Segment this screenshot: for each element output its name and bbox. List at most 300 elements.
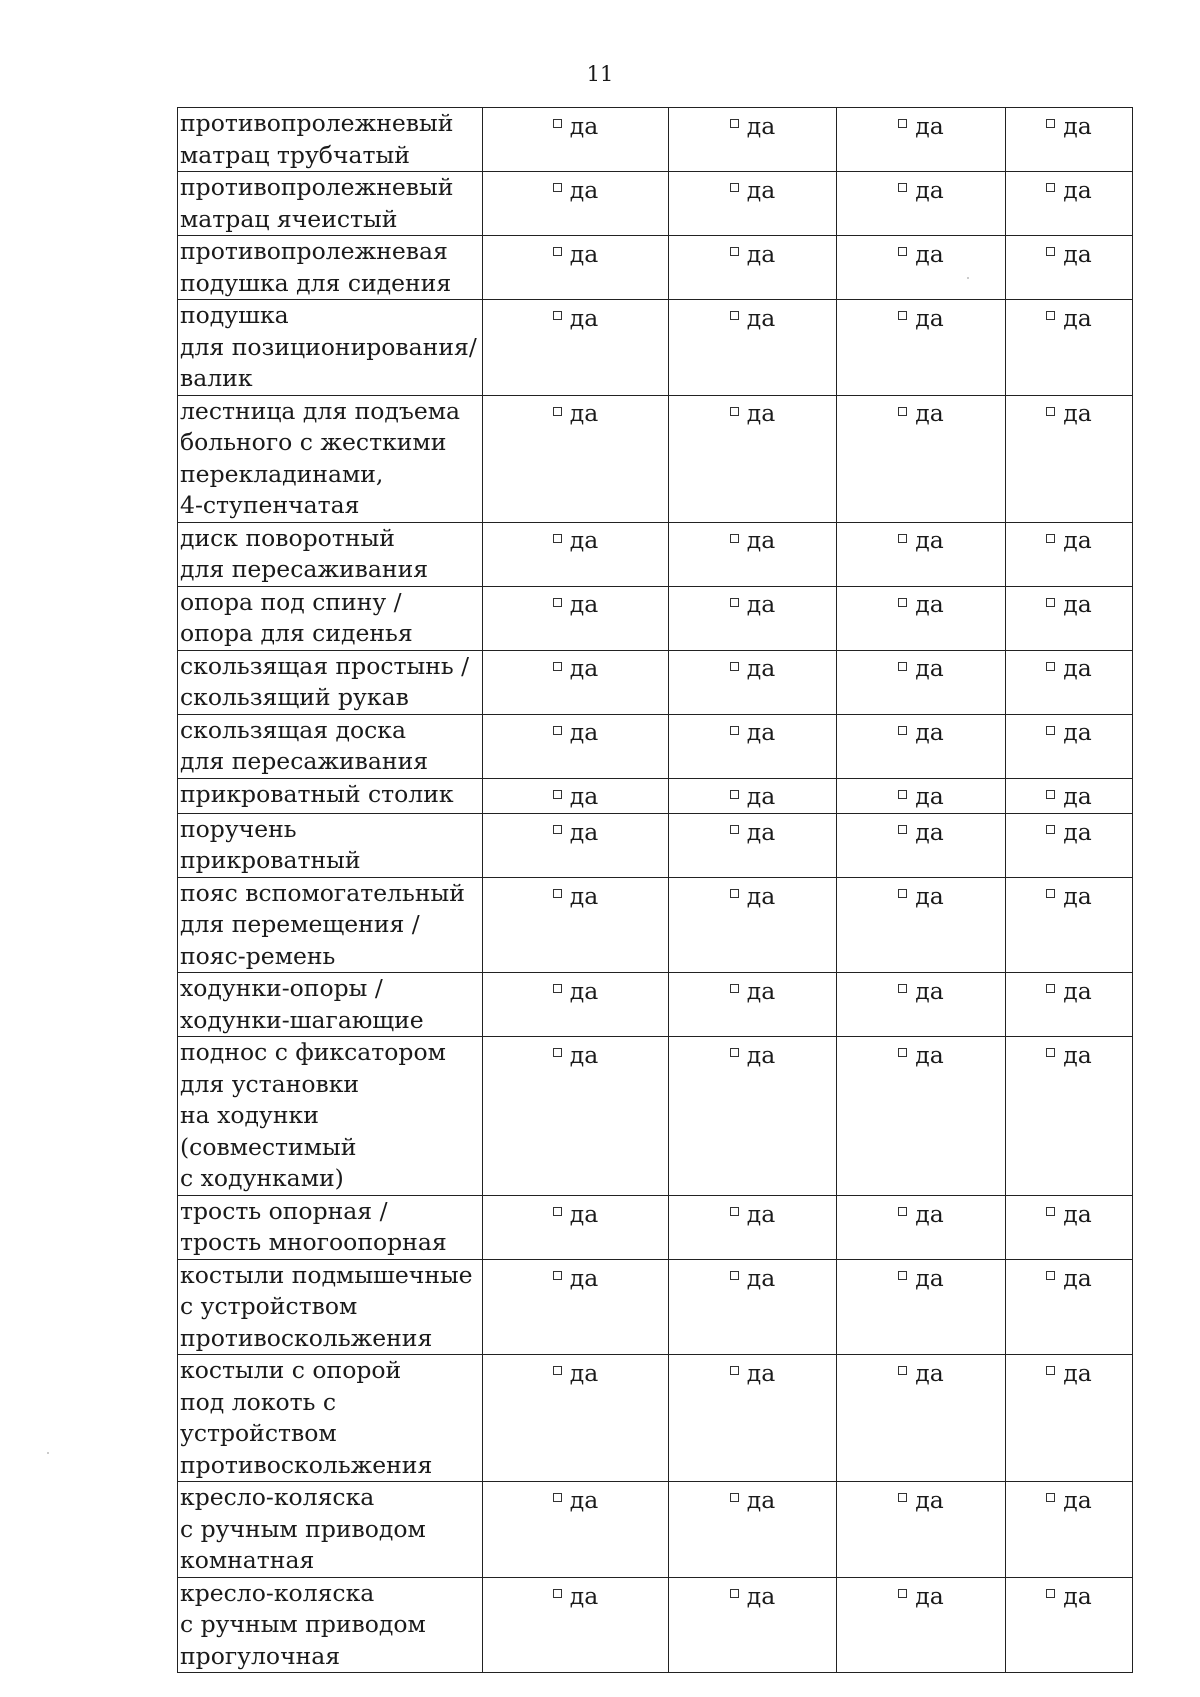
yes-label: да: [746, 399, 776, 428]
yes-label: да: [915, 881, 944, 910]
answer-cell: [1006, 300, 1133, 396]
answer-cell: [1006, 714, 1133, 778]
checkbox-icon[interactable]: [898, 534, 907, 543]
checkbox-icon[interactable]: [730, 1589, 739, 1598]
yes-option[interactable]: [898, 1040, 943, 1072]
checkbox-icon[interactable]: [898, 662, 907, 671]
checkbox-icon[interactable]: [1046, 1589, 1055, 1598]
yes-option[interactable]: [730, 1485, 775, 1517]
answer-cell: [669, 1355, 837, 1482]
yes-option[interactable]: [1046, 1040, 1091, 1072]
table-row: [178, 973, 1133, 1037]
item-name-cell: [178, 522, 483, 586]
yes-option[interactable]: [1046, 398, 1091, 430]
yes-label: да: [915, 654, 944, 683]
checkbox-icon[interactable]: [898, 407, 907, 416]
yes-label: да: [1063, 654, 1092, 683]
yes-label: да: [569, 111, 599, 140]
yes-option[interactable]: [553, 525, 598, 557]
item-name: поднос с фиксатором для установки на ходунки (совместимый с ходунками): [180, 1038, 446, 1193]
answer-cell: [1006, 1577, 1133, 1673]
yes-label: да: [746, 526, 776, 555]
item-name: поручень прикроватный: [180, 814, 361, 875]
yes-option[interactable]: [553, 976, 598, 1008]
yes-option[interactable]: [1046, 653, 1091, 685]
item-name-cell: [178, 1355, 483, 1482]
item-name-cell: [178, 813, 483, 877]
yes-option[interactable]: [730, 781, 775, 813]
yes-label: да: [569, 782, 599, 811]
checkbox-icon[interactable]: [553, 790, 562, 799]
checkbox-icon[interactable]: [730, 407, 739, 416]
yes-option[interactable]: [553, 111, 598, 143]
checkbox-icon[interactable]: [730, 119, 739, 128]
yes-option[interactable]: [1046, 1358, 1091, 1390]
table-row: [178, 1577, 1133, 1673]
item-name-cell: [178, 877, 483, 973]
yes-option[interactable]: [1046, 781, 1091, 813]
yes-option[interactable]: [1046, 303, 1091, 335]
yes-label: да: [1063, 817, 1092, 846]
yes-option[interactable]: [898, 1485, 943, 1517]
checkbox-icon[interactable]: [898, 183, 907, 192]
table-row: [178, 877, 1133, 973]
yes-label: да: [569, 977, 599, 1005]
answer-cell: [669, 522, 837, 586]
yes-label: да: [915, 782, 944, 811]
yes-option[interactable]: [730, 1581, 775, 1613]
table-row: [178, 522, 1133, 586]
checkbox-icon[interactable]: [553, 1207, 562, 1216]
yes-label: да: [915, 526, 944, 555]
item-name: скользящая доска для пересаживания: [180, 715, 429, 775]
table-row: [178, 1259, 1133, 1355]
item-name-cell: [178, 395, 483, 522]
checkbox-icon[interactable]: [1046, 1366, 1055, 1375]
yes-option[interactable]: [1046, 881, 1091, 913]
checkbox-icon[interactable]: [1046, 311, 1055, 320]
answer-cell: [837, 650, 1006, 714]
answer-cell: [483, 1577, 669, 1673]
yes-label: да: [746, 654, 776, 683]
yes-option[interactable]: [730, 525, 775, 557]
item-name: диск поворотный для пересаживания: [180, 523, 429, 583]
answer-cell: [483, 172, 669, 236]
yes-label: да: [569, 718, 599, 747]
yes-label: да: [915, 1359, 944, 1387]
yes-label: да: [746, 718, 776, 747]
yes-option[interactable]: [553, 1581, 598, 1613]
yes-option[interactable]: [898, 398, 943, 430]
checkbox-icon[interactable]: [730, 889, 739, 898]
item-name: противопролежневый матрац ячеистый: [180, 173, 454, 233]
item-name-cell: [178, 1577, 483, 1673]
scan-speck: [47, 1452, 49, 1454]
yes-option[interactable]: [1046, 1263, 1091, 1295]
checkbox-icon[interactable]: [1046, 790, 1055, 799]
yes-option[interactable]: [553, 781, 598, 813]
yes-label: да: [1063, 1199, 1092, 1228]
table-row: [178, 300, 1133, 396]
checkbox-icon[interactable]: [898, 825, 907, 834]
item-name-cell: [178, 1195, 483, 1259]
answer-cell: [669, 778, 837, 813]
yes-option[interactable]: [730, 589, 775, 621]
yes-label: да: [1063, 303, 1092, 332]
checkbox-icon[interactable]: [1046, 726, 1055, 735]
answer-cell: [1006, 778, 1133, 813]
checkbox-icon[interactable]: [553, 1271, 562, 1280]
yes-label: да: [915, 718, 944, 747]
item-name: кресло-коляска с ручным приводом комнатная: [180, 1483, 426, 1575]
yes-option[interactable]: [1046, 175, 1091, 207]
checkbox-icon[interactable]: [1046, 1207, 1055, 1216]
table-row: [178, 813, 1133, 877]
yes-option[interactable]: [1046, 1485, 1091, 1517]
yes-option[interactable]: [730, 653, 775, 685]
yes-option[interactable]: [730, 111, 775, 143]
checkbox-icon[interactable]: [553, 534, 562, 543]
answer-cell: [483, 395, 669, 522]
checkbox-icon[interactable]: [553, 825, 562, 834]
yes-option[interactable]: [1046, 525, 1091, 557]
answer-cell: [483, 586, 669, 650]
answer-cell: [837, 395, 1006, 522]
checkbox-icon[interactable]: [898, 1048, 907, 1057]
yes-option[interactable]: [898, 817, 943, 849]
checkbox-icon[interactable]: [553, 1493, 562, 1502]
checkbox-icon[interactable]: [898, 1271, 907, 1280]
yes-option[interactable]: [730, 717, 775, 749]
yes-label: да: [1063, 977, 1092, 1005]
yes-label: да: [746, 590, 776, 619]
yes-option[interactable]: [553, 653, 598, 685]
answer-cell: [483, 973, 669, 1037]
checkbox-icon[interactable]: [730, 1366, 739, 1375]
yes-option[interactable]: [1046, 1199, 1091, 1231]
item-name: ходунки-опоры / ходунки-шагающие: [180, 974, 424, 1034]
checkbox-icon[interactable]: [1046, 598, 1055, 607]
yes-option[interactable]: [1046, 589, 1091, 621]
yes-option[interactable]: [553, 1358, 598, 1390]
yes-label: да: [569, 1199, 599, 1228]
yes-option[interactable]: [730, 303, 775, 335]
item-name: трость опорная / трость многоопорная: [180, 1196, 447, 1257]
checkbox-icon[interactable]: [898, 311, 907, 320]
yes-option[interactable]: [898, 781, 943, 813]
checkbox-icon[interactable]: [1046, 825, 1055, 834]
answer-cell: [837, 1482, 1006, 1578]
checkbox-icon[interactable]: [1046, 183, 1055, 192]
checkbox-icon[interactable]: [898, 984, 907, 993]
item-name-cell: [178, 1259, 483, 1355]
checkbox-icon[interactable]: [1046, 247, 1055, 256]
answer-cell: [837, 1355, 1006, 1482]
yes-option[interactable]: [1046, 976, 1091, 1008]
answer-cell: [483, 522, 669, 586]
yes-label: да: [569, 1041, 599, 1069]
checkbox-icon[interactable]: [898, 1366, 907, 1375]
yes-option[interactable]: [553, 1040, 598, 1072]
yes-label: да: [746, 1263, 776, 1292]
equipment-table: [177, 107, 1133, 1673]
answer-cell: [483, 813, 669, 877]
yes-label: да: [1063, 526, 1092, 555]
yes-label: да: [569, 239, 599, 268]
yes-label: да: [569, 1581, 599, 1610]
answer-cell: [669, 813, 837, 877]
checkbox-icon[interactable]: [898, 119, 907, 128]
table-row: [178, 395, 1133, 522]
checkbox-icon[interactable]: [730, 984, 739, 993]
checkbox-icon[interactable]: [898, 889, 907, 898]
answer-cell: [483, 1259, 669, 1355]
item-name: скользящая простынь / скользящий рукав: [180, 651, 470, 711]
checkbox-icon[interactable]: [730, 1271, 739, 1280]
item-name-cell: [178, 650, 483, 714]
yes-label: да: [915, 1041, 944, 1069]
item-name: костыли подмышечные с устройством противоскольжения: [180, 1260, 473, 1352]
checkbox-icon[interactable]: [898, 598, 907, 607]
answer-cell: [837, 522, 1006, 586]
answer-cell: [483, 1195, 669, 1259]
checkbox-icon[interactable]: [1046, 407, 1055, 416]
yes-option[interactable]: [898, 111, 943, 143]
checkbox-icon[interactable]: [553, 1589, 562, 1598]
answer-cell: [837, 714, 1006, 778]
yes-option[interactable]: [898, 717, 943, 749]
yes-option[interactable]: [730, 398, 775, 430]
checkbox-icon[interactable]: [730, 534, 739, 543]
checkbox-icon[interactable]: [1046, 662, 1055, 671]
yes-label: да: [746, 977, 776, 1005]
yes-option[interactable]: [898, 653, 943, 685]
scan-speck: [967, 277, 969, 279]
yes-option[interactable]: [898, 976, 943, 1008]
yes-option[interactable]: [730, 1263, 775, 1295]
yes-option[interactable]: [553, 1485, 598, 1517]
table-row: [178, 172, 1133, 236]
yes-option[interactable]: [553, 717, 598, 749]
yes-option[interactable]: [898, 1358, 943, 1390]
answer-cell: [669, 1577, 837, 1673]
answer-cell: [837, 300, 1006, 396]
item-name: противопролежневый матрац трубчатый: [180, 109, 454, 169]
answer-cell: [1006, 650, 1133, 714]
checkbox-icon[interactable]: [1046, 119, 1055, 128]
answer-cell: [483, 1355, 669, 1482]
yes-option[interactable]: [730, 1199, 775, 1231]
yes-label: да: [746, 239, 776, 268]
yes-option[interactable]: [1046, 717, 1091, 749]
answer-cell: [837, 1195, 1006, 1259]
yes-label: да: [746, 1041, 776, 1069]
yes-option[interactable]: [553, 398, 598, 430]
answer-cell: [483, 300, 669, 396]
checkbox-icon[interactable]: [553, 984, 562, 993]
item-name-cell: [178, 172, 483, 236]
yes-option[interactable]: [1046, 111, 1091, 143]
yes-option[interactable]: [898, 175, 943, 207]
item-name: подушка для позиционирования/ валик: [180, 301, 477, 392]
checkbox-icon[interactable]: [553, 1366, 562, 1375]
item-name: лестница для подъема больного с жесткими перекладинами, 4-ступенчатая: [180, 396, 461, 519]
yes-option[interactable]: [898, 1581, 943, 1613]
yes-option[interactable]: [730, 881, 775, 913]
yes-label: да: [1063, 399, 1092, 428]
table-body: [178, 108, 1133, 1673]
item-name: пояс вспомогательный для перемещения / пояс-ремень: [180, 878, 465, 970]
checkbox-icon[interactable]: [898, 247, 907, 256]
answer-cell: [483, 877, 669, 973]
yes-label: да: [1063, 718, 1092, 747]
yes-option[interactable]: [898, 525, 943, 557]
yes-label: да: [915, 303, 944, 332]
table-row: [178, 1482, 1133, 1578]
answer-cell: [669, 108, 837, 172]
table-row: [178, 1355, 1133, 1482]
page-number: 11: [586, 62, 614, 86]
checkbox-icon[interactable]: [553, 662, 562, 671]
answer-cell: [837, 1037, 1006, 1196]
checkbox-icon[interactable]: [730, 662, 739, 671]
yes-option[interactable]: [730, 1358, 775, 1390]
checkbox-icon[interactable]: [553, 726, 562, 735]
yes-option[interactable]: [553, 881, 598, 913]
yes-label: да: [915, 1263, 944, 1292]
yes-option[interactable]: [730, 1040, 775, 1072]
yes-option[interactable]: [1046, 1581, 1091, 1613]
table-row: [178, 586, 1133, 650]
item-name-cell: [178, 586, 483, 650]
checkbox-icon[interactable]: [553, 598, 562, 607]
yes-option[interactable]: [553, 239, 598, 271]
answer-cell: [483, 1482, 669, 1578]
yes-option[interactable]: [553, 1263, 598, 1295]
yes-label: да: [746, 303, 776, 332]
yes-option[interactable]: [898, 303, 943, 335]
item-name: противопролежневая подушка для сидения: [180, 237, 452, 297]
yes-option[interactable]: [898, 589, 943, 621]
yes-option[interactable]: [553, 817, 598, 849]
checkbox-icon[interactable]: [553, 247, 562, 256]
yes-label: да: [569, 654, 599, 683]
item-name: костыли с опорой под локоть с устройством противоскольжения: [180, 1356, 433, 1479]
answer-cell: [1006, 1037, 1133, 1196]
yes-option[interactable]: [898, 239, 943, 271]
yes-label: да: [1063, 239, 1092, 268]
checkbox-icon[interactable]: [730, 1493, 739, 1502]
yes-option[interactable]: [553, 589, 598, 621]
checkbox-icon[interactable]: [898, 1589, 907, 1598]
item-name-cell: [178, 1482, 483, 1578]
checkbox-icon[interactable]: [898, 790, 907, 799]
checkbox-icon[interactable]: [1046, 534, 1055, 543]
checkbox-icon[interactable]: [898, 726, 907, 735]
yes-option[interactable]: [553, 1199, 598, 1231]
answer-cell: [669, 650, 837, 714]
yes-option[interactable]: [553, 175, 598, 207]
yes-label: да: [569, 817, 599, 846]
answer-cell: [483, 650, 669, 714]
yes-option[interactable]: [1046, 239, 1091, 271]
yes-label: да: [1063, 1041, 1092, 1069]
checkbox-icon[interactable]: [730, 790, 739, 799]
answer-cell: [669, 300, 837, 396]
answer-cell: [1006, 1195, 1133, 1259]
checkbox-icon[interactable]: [730, 825, 739, 834]
checkbox-icon[interactable]: [898, 1207, 907, 1216]
yes-label: да: [915, 175, 944, 204]
yes-option[interactable]: [730, 239, 775, 271]
checkbox-icon[interactable]: [553, 1048, 562, 1057]
answer-cell: [669, 1259, 837, 1355]
checkbox-icon[interactable]: [730, 1048, 739, 1057]
item-name: кресло-коляска с ручным приводом прогулочная: [180, 1578, 426, 1670]
yes-label: да: [915, 1199, 944, 1228]
checkbox-icon[interactable]: [553, 119, 562, 128]
answer-cell: [837, 813, 1006, 877]
table-row: [178, 1195, 1133, 1259]
checkbox-icon[interactable]: [898, 1493, 907, 1502]
checkbox-icon[interactable]: [1046, 1048, 1055, 1057]
answer-cell: [837, 1259, 1006, 1355]
yes-option[interactable]: [730, 175, 775, 207]
checkbox-icon[interactable]: [553, 311, 562, 320]
checkbox-icon[interactable]: [1046, 1271, 1055, 1280]
answer-cell: [837, 973, 1006, 1037]
yes-label: да: [746, 881, 776, 910]
checkbox-icon[interactable]: [730, 726, 739, 735]
yes-label: да: [915, 1486, 944, 1514]
answer-cell: [837, 877, 1006, 973]
answer-cell: [1006, 1355, 1133, 1482]
checkbox-icon[interactable]: [730, 1207, 739, 1216]
checkbox-icon[interactable]: [730, 247, 739, 256]
item-name-cell: [178, 236, 483, 300]
answer-cell: [483, 236, 669, 300]
answer-cell: [837, 1577, 1006, 1673]
checkbox-icon[interactable]: [1046, 889, 1055, 898]
yes-label: да: [569, 175, 599, 204]
answer-cell: [669, 172, 837, 236]
yes-option[interactable]: [898, 1199, 943, 1231]
checkbox-icon[interactable]: [553, 183, 562, 192]
checkbox-icon[interactable]: [730, 598, 739, 607]
table-row: [178, 650, 1133, 714]
checkbox-icon[interactable]: [730, 183, 739, 192]
checkbox-icon[interactable]: [730, 311, 739, 320]
item-name-cell: [178, 778, 483, 813]
checkbox-icon[interactable]: [553, 407, 562, 416]
checkbox-icon[interactable]: [1046, 1493, 1055, 1502]
yes-option[interactable]: [730, 976, 775, 1008]
yes-label: да: [569, 1486, 599, 1514]
yes-option[interactable]: [730, 817, 775, 849]
answer-cell: [1006, 236, 1133, 300]
answer-cell: [669, 236, 837, 300]
answer-cell: [483, 1037, 669, 1196]
yes-option[interactable]: [898, 1263, 943, 1295]
yes-option[interactable]: [1046, 817, 1091, 849]
yes-label: да: [1063, 881, 1092, 910]
answer-cell: [837, 778, 1006, 813]
answer-cell: [837, 108, 1006, 172]
yes-option[interactable]: [898, 881, 943, 913]
checkbox-icon[interactable]: [553, 889, 562, 898]
yes-option[interactable]: [553, 303, 598, 335]
checkbox-icon[interactable]: [1046, 984, 1055, 993]
